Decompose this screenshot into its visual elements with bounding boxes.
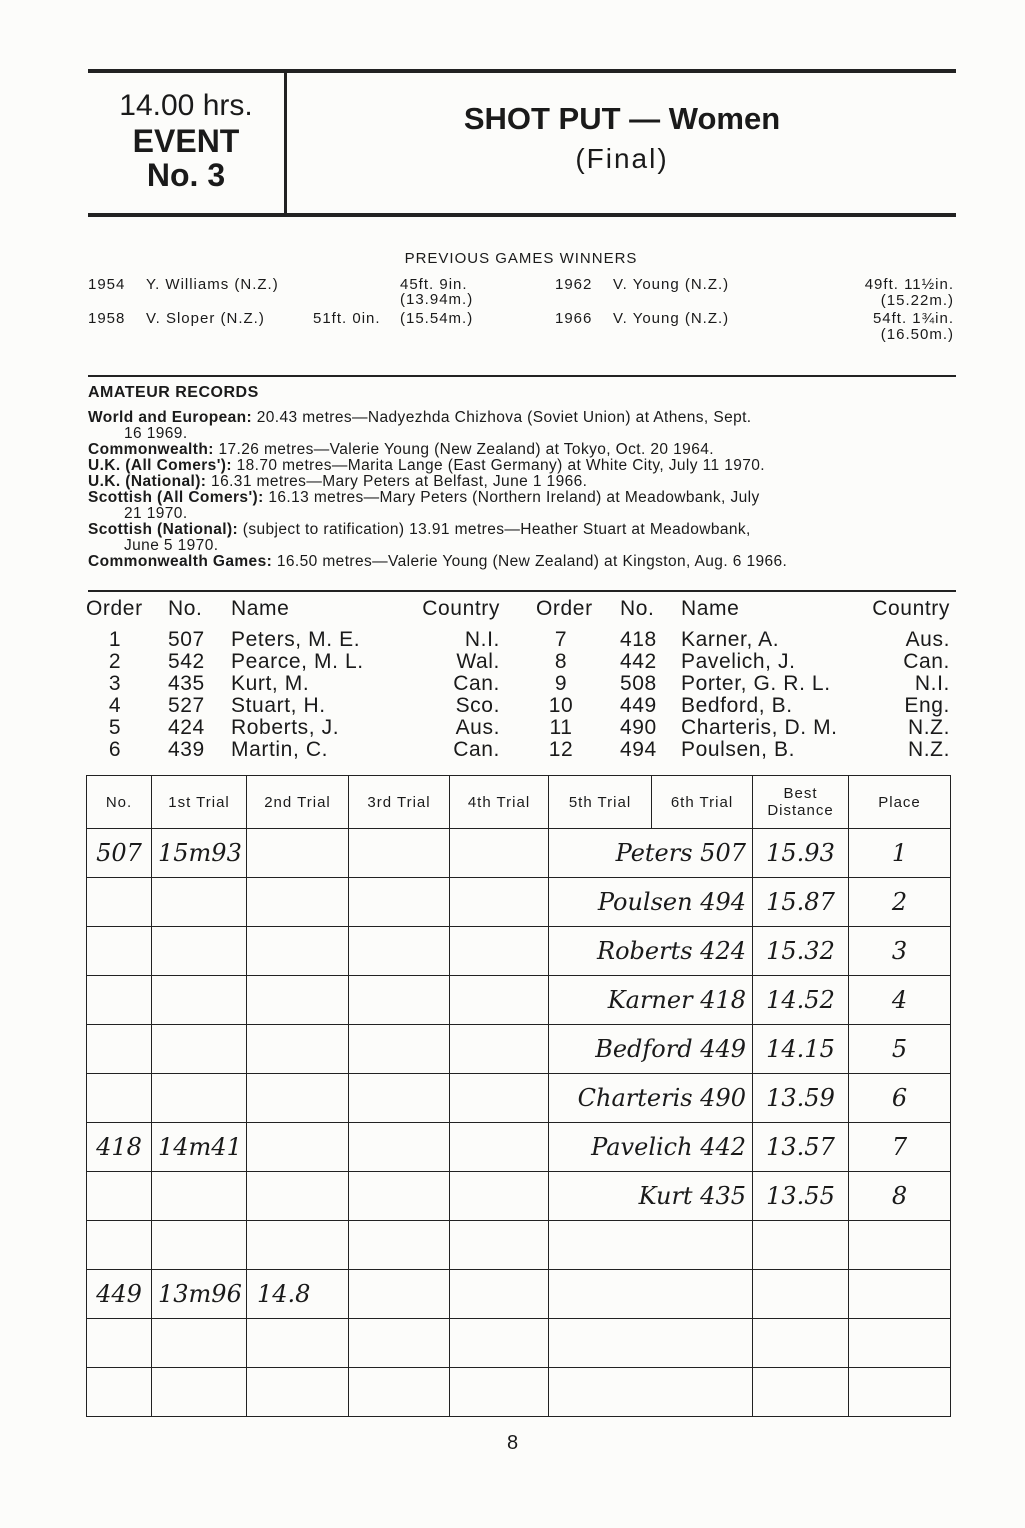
fourth-trial [450, 1270, 549, 1319]
competitor-number [87, 927, 152, 976]
winner-name: V. Young (N.Z.) [613, 276, 730, 293]
winner-name: V. Young (N.Z.) [613, 310, 730, 327]
entrant-no: 449 [620, 694, 657, 717]
record-label: Scottish (National): [88, 521, 239, 538]
result-name-note: Pavelich 442 [549, 1123, 753, 1172]
winner-metric: (15.22m.) [880, 292, 954, 309]
result-name-note [549, 1221, 753, 1270]
fourth-trial [450, 1074, 549, 1123]
entrant-name: Stuart, H. [231, 694, 326, 717]
entrant-order: 1 [108, 628, 122, 651]
record-line [88, 442, 958, 458]
results-table [86, 775, 951, 1417]
competitor-number [87, 1221, 152, 1270]
entrant-country: Eng. [904, 694, 950, 717]
best-distance: 15.93 [753, 829, 849, 878]
entrant-no: 424 [168, 716, 205, 739]
winner-metric: (13.94m.) [400, 291, 474, 308]
entrant-name: Karner, A. [681, 628, 780, 651]
first-trial [152, 1074, 247, 1123]
fourth-trial [450, 927, 549, 976]
entrant-order: 3 [108, 672, 122, 695]
result-name-note [549, 1319, 753, 1368]
entrant-country: Can. [453, 738, 500, 761]
place: 8 [849, 1172, 951, 1221]
fourth-trial [450, 1123, 549, 1172]
event-number: No. 3 [146, 157, 226, 193]
result-name-note: Bedford 449 [549, 1025, 753, 1074]
table-row [87, 1270, 951, 1319]
result-name-note: Charteris 490 [549, 1074, 753, 1123]
competitor-number [87, 878, 152, 927]
best-distance [753, 1221, 849, 1270]
best-distance: 13.59 [753, 1074, 849, 1123]
entrants-header-country: Country [422, 597, 500, 620]
first-trial [152, 1319, 247, 1368]
place: 1 [849, 829, 951, 878]
entrant-name: Bedford, B. [681, 694, 793, 717]
entrant-name: Peters, M. E. [231, 628, 361, 651]
entrant-country: N.Z. [907, 716, 950, 739]
result-name-note: Karner 418 [549, 976, 753, 1025]
place [849, 1368, 951, 1417]
event-label: EVENT [132, 123, 240, 159]
winner-name: V. Sloper (N.Z.) [146, 310, 265, 327]
fourth-trial [450, 1368, 549, 1417]
record-line [88, 410, 958, 426]
winner-metric: (15.54m.) [400, 310, 474, 327]
record-text: 20.43 metres—Nadyezhda Chizhova (Soviet Union) at Athens, Sept. [252, 409, 752, 426]
third-trial [349, 1074, 450, 1123]
winner-distance: 49ft. 11½in. [864, 276, 954, 293]
second-trial [247, 1172, 349, 1221]
third-trial [349, 1368, 450, 1417]
first-trial [152, 927, 247, 976]
entrant-order: 9 [554, 672, 568, 695]
winner-year: 1958 [88, 310, 126, 327]
record-label: Commonwealth Games: [88, 553, 273, 570]
third-trial [349, 1319, 450, 1368]
best-distance: 14.15 [753, 1025, 849, 1074]
second-trial [247, 1074, 349, 1123]
table-row [87, 878, 951, 927]
third-trial [349, 829, 450, 878]
winner-metric: (16.50m.) [880, 326, 954, 343]
entrant-name: Charteris, D. M. [681, 716, 838, 739]
record-line [88, 554, 958, 570]
result-name-note: Roberts 424 [549, 927, 753, 976]
winner-distance: 45ft. 9in. [400, 276, 468, 293]
entrants-header-name: Name [681, 597, 740, 620]
event-subtitle: (Final) [575, 143, 669, 174]
record-text: 18.70 metres—Marita Lange (East Germany) at White City, July 11 1970. [231, 457, 766, 474]
entrant-no: 507 [168, 628, 205, 651]
first-trial [152, 1368, 247, 1417]
first-trial: 14m41 [152, 1123, 247, 1172]
first-trial [152, 1025, 247, 1074]
column-header: 2nd Trial [247, 776, 349, 829]
second-trial [247, 1221, 349, 1270]
entrant-name: Martin, C. [231, 738, 329, 761]
fourth-trial [450, 1025, 549, 1074]
records-heading: AMATEUR RECORDS [88, 384, 259, 401]
column-header: Best Distance [753, 776, 849, 829]
entrant-country: Can. [903, 650, 950, 673]
record-line [88, 522, 958, 538]
first-trial [152, 1172, 247, 1221]
entrant-country: N.I. [914, 672, 950, 695]
column-header: 4th Trial [450, 776, 549, 829]
winner-year: 1966 [555, 310, 593, 327]
fourth-trial [450, 878, 549, 927]
entrants-header-name: Name [231, 597, 290, 620]
entrants-header-no: No. [168, 597, 203, 620]
entrant-country: Sco. [455, 694, 500, 717]
second-trial [247, 1025, 349, 1074]
event-title: SHOT PUT — Women [463, 101, 781, 136]
records-rule [88, 375, 956, 377]
second-trial [247, 1123, 349, 1172]
column-header: 1st Trial [152, 776, 247, 829]
entrants-header-order: Order [86, 597, 143, 620]
result-name-note [549, 1368, 753, 1417]
best-distance: 14.52 [753, 976, 849, 1025]
fourth-trial [450, 829, 549, 878]
entrant-no: 527 [168, 694, 205, 717]
entrant-no: 439 [168, 738, 205, 761]
entrant-country: Aus. [455, 716, 500, 739]
best-distance: 15.87 [753, 878, 849, 927]
fourth-trial [450, 976, 549, 1025]
previous-winners-heading: PREVIOUS GAMES WINNERS [404, 250, 638, 267]
competitor-number [87, 1025, 152, 1074]
entrant-order: 2 [108, 650, 122, 673]
second-trial [247, 1319, 349, 1368]
entrant-no: 442 [620, 650, 657, 673]
header-divider [284, 73, 287, 213]
second-trial [247, 927, 349, 976]
competitor-number [87, 1368, 152, 1417]
header-bottom-rule [88, 213, 956, 217]
entrant-no: 435 [168, 672, 205, 695]
best-distance [753, 1270, 849, 1319]
event-box [90, 88, 282, 192]
fourth-trial [450, 1172, 549, 1221]
record-continuation: June 5 1970. [124, 537, 219, 554]
third-trial [349, 1123, 450, 1172]
best-distance: 13.57 [753, 1123, 849, 1172]
column-header: 5th Trial [549, 776, 652, 829]
entrants-header-order: Order [536, 597, 593, 620]
third-trial [349, 878, 450, 927]
place [849, 1221, 951, 1270]
table-row [87, 1074, 951, 1123]
entrant-country: Can. [453, 672, 500, 695]
third-trial [349, 927, 450, 976]
competitor-number: 418 [87, 1123, 152, 1172]
event-title-box [290, 101, 954, 175]
record-continuation: 16 1969. [124, 425, 188, 442]
entrant-order: 5 [108, 716, 122, 739]
entrant-name: Pearce, M. L. [231, 650, 364, 673]
third-trial [349, 1270, 450, 1319]
place: 4 [849, 976, 951, 1025]
place: 2 [849, 878, 951, 927]
entrant-country: N.Z. [907, 738, 950, 761]
first-trial [152, 976, 247, 1025]
second-trial: 14.8 [247, 1270, 349, 1319]
table-row [87, 829, 951, 878]
entrant-name: Kurt, M. [231, 672, 310, 695]
first-trial: 15m93 [152, 829, 247, 878]
winner-year: 1954 [88, 276, 126, 293]
entrant-country: Wal. [456, 650, 500, 673]
third-trial [349, 976, 450, 1025]
record-text: 16.31 metres—Mary Peters at Belfast, June 1 1966. [206, 473, 588, 490]
competitor-number [87, 976, 152, 1025]
records-list [88, 410, 958, 570]
place: 7 [849, 1123, 951, 1172]
table-row [87, 927, 951, 976]
entrant-order: 12 [548, 738, 574, 761]
place: 5 [849, 1025, 951, 1074]
column-header: 3rd Trial [349, 776, 450, 829]
second-trial [247, 976, 349, 1025]
entrant-order: 11 [549, 716, 573, 739]
winner-distance: 54ft. 1¾in. [872, 310, 954, 327]
result-name-note: Kurt 435 [549, 1172, 753, 1221]
entrants-header-country: Country [872, 597, 950, 620]
entrant-no: 508 [620, 672, 657, 695]
entrant-order: 8 [554, 650, 568, 673]
record-label: U.K. (National): [88, 473, 207, 490]
table-row [87, 1025, 951, 1074]
table-row [87, 1319, 951, 1368]
entrant-name: Porter, G. R. L. [681, 672, 831, 695]
best-distance: 15.32 [753, 927, 849, 976]
fourth-trial [450, 1319, 549, 1368]
best-distance: 13.55 [753, 1172, 849, 1221]
table-row [87, 1368, 951, 1417]
best-distance [753, 1319, 849, 1368]
column-header: 6th Trial [652, 776, 753, 829]
record-text: 16.50 metres—Valerie Young (New Zealand) at Kingston, Aug. 6 1966. [272, 553, 788, 570]
competitor-number [87, 1319, 152, 1368]
table-row [87, 976, 951, 1025]
second-trial [247, 1368, 349, 1417]
competitor-number [87, 1172, 152, 1221]
entrant-name: Pavelich, J. [681, 650, 796, 673]
place: 6 [849, 1074, 951, 1123]
entrant-name: Roberts, J. [231, 716, 340, 739]
second-trial [247, 878, 349, 927]
entrants-rule [88, 590, 956, 592]
column-header: No. [87, 776, 152, 829]
result-name-note [549, 1270, 753, 1319]
page-number: 8 [506, 1432, 519, 1454]
first-trial [152, 1221, 247, 1270]
record-text: 17.26 metres—Valerie Young (New Zealand) at Tokyo, Oct. 20 1964. [213, 441, 714, 458]
entrant-no: 418 [620, 628, 657, 651]
entrant-no: 490 [620, 716, 657, 739]
fourth-trial [450, 1221, 549, 1270]
competitor-number: 507 [87, 829, 152, 878]
record-line [88, 474, 958, 490]
third-trial [349, 1221, 450, 1270]
third-trial [349, 1025, 450, 1074]
winner-distance: 51ft. 0in. [313, 310, 381, 327]
results-header-row [87, 776, 951, 829]
place: 3 [849, 927, 951, 976]
competitor-number: 449 [87, 1270, 152, 1319]
entrant-name: Poulsen, B. [681, 738, 795, 761]
record-continuation: 21 1970. [124, 505, 188, 522]
table-row [87, 1172, 951, 1221]
column-header: Place [849, 776, 951, 829]
best-distance [753, 1368, 849, 1417]
table-row [87, 1221, 951, 1270]
entrant-order: 10 [548, 694, 574, 717]
entrants-header-no: No. [620, 597, 655, 620]
record-line [88, 490, 958, 506]
result-name-note: Poulsen 494 [549, 878, 753, 927]
entrant-order: 4 [108, 694, 122, 717]
winner-year: 1962 [555, 276, 593, 293]
first-trial [152, 878, 247, 927]
winner-name: Y. Williams (N.Z.) [146, 276, 279, 293]
third-trial [349, 1172, 450, 1221]
result-name-note: Peters 507 [549, 829, 753, 878]
competitor-number [87, 1074, 152, 1123]
top-rule [88, 69, 956, 73]
record-line [88, 458, 958, 474]
record-label: Scottish (All Comers'): [88, 489, 264, 506]
record-text: 16.13 metres—Mary Peters (Northern Ireland) at Meadowbank, July [263, 489, 760, 506]
record-label: U.K. (All Comers'): [88, 457, 232, 474]
entrant-country: N.I. [464, 628, 500, 651]
table-row [87, 1123, 951, 1172]
event-time: 14.00 hrs. [119, 89, 253, 122]
entrant-country: Aus. [905, 628, 950, 651]
entrant-no: 542 [168, 650, 205, 673]
record-label: Commonwealth: [88, 441, 214, 458]
place [849, 1319, 951, 1368]
place [849, 1270, 951, 1319]
entrant-order: 6 [108, 738, 122, 761]
entrant-order: 7 [554, 628, 568, 651]
entrant-no: 494 [620, 738, 657, 761]
first-trial: 13m96 [152, 1270, 247, 1319]
record-text: (subject to ratification) 13.91 metres—Heather Stuart at Meadowbank, [238, 521, 751, 538]
record-label: World and European: [88, 409, 253, 426]
second-trial [247, 829, 349, 878]
